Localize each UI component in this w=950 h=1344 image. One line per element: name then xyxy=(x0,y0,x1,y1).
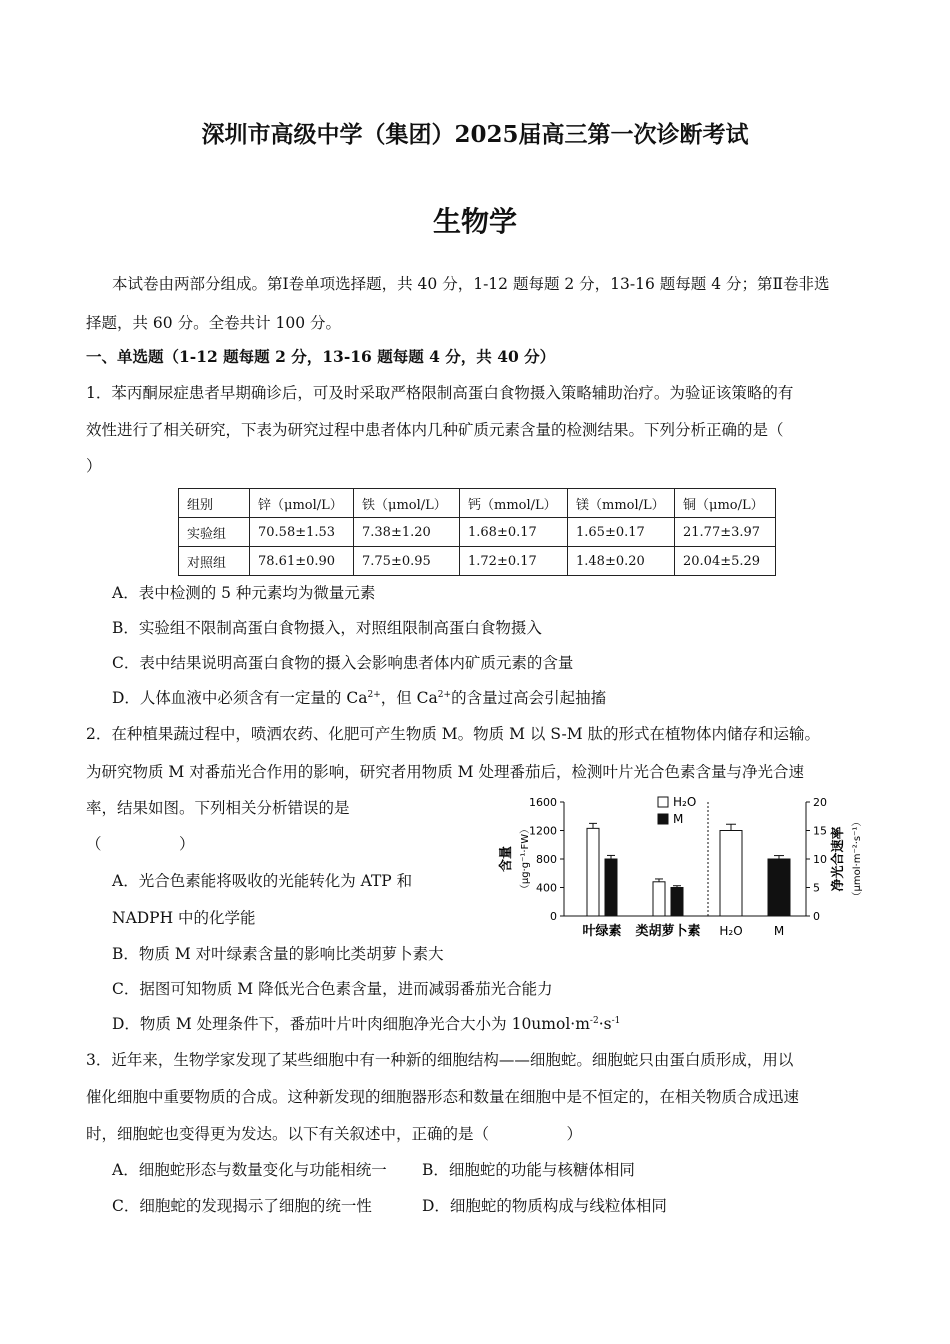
left-tick-label: 0 xyxy=(550,910,557,923)
table-row xyxy=(179,547,776,576)
table-cell: 70.58±1.53 xyxy=(250,518,354,547)
table-header-cell: 镁（mmol/L） xyxy=(568,489,675,518)
category-label: M xyxy=(773,924,785,938)
superscript: -1 xyxy=(611,1015,621,1026)
q1-line-2: 效性进行了相关研究，下表为研究过程中患者体内几种矿质元素含量的检测结果。下列分析正确的是（ xyxy=(86,421,784,439)
superscript: 2+ xyxy=(437,689,452,700)
table-cell: 1.68±0.17 xyxy=(460,518,568,547)
bar-black xyxy=(671,888,683,917)
table-row xyxy=(179,518,776,547)
category-label: 类胡萝卜素 xyxy=(635,924,701,939)
category-label: 叶绿素 xyxy=(582,924,622,939)
q2-option-d xyxy=(112,1014,620,1034)
table-cell: 20.04±5.29 xyxy=(675,547,776,576)
right-axis-unit: （μmol·m⁻²·s⁻¹） xyxy=(852,816,863,902)
bar-black xyxy=(605,859,617,916)
rate-bar xyxy=(720,831,742,917)
mineral-table xyxy=(178,488,776,576)
left-axis-label: 含量 xyxy=(499,845,514,873)
table-cell: 1.48±0.20 xyxy=(568,547,675,576)
q1-option-c: C．表中结果说明高蛋白食物的摄入会影响患者体内矿质元素的含量 xyxy=(112,654,574,672)
q2-option-a-line-2: NADPH 中的化学能 xyxy=(112,909,256,927)
right-tick-label: 15 xyxy=(813,824,827,838)
table-cell: 实验组 xyxy=(179,518,250,547)
q3-option-b: B．细胞蛇的功能与核糖体相同 xyxy=(422,1161,635,1179)
q1-option-d-text-3: 的含量过高会引起抽搐 xyxy=(451,689,607,707)
category-label: H₂O xyxy=(719,924,743,938)
legend-label: H₂O xyxy=(673,795,697,809)
table-header-cell: 锌（μmol/L） xyxy=(250,489,354,518)
superscript: -2 xyxy=(589,1015,599,1026)
q1-option-d-text-2: ，但 Ca xyxy=(380,689,438,707)
left-tick-label: 400 xyxy=(536,881,557,895)
q2-option-c: C．据图可知物质 M 降低光合色素含量，进而减弱番茄光合能力 xyxy=(112,980,553,998)
table-cell: 1.72±0.17 xyxy=(460,547,568,576)
q2-option-b: B．物质 M 对叶绿素含量的影响比类胡萝卜素大 xyxy=(112,945,444,963)
q1-option-d-text-1: D．人体血液中必须含有一定量的 Ca xyxy=(112,689,368,707)
q1-line-3: ） xyxy=(86,457,102,475)
right-tick-label: 20 xyxy=(813,796,827,809)
q3-option-d: D．细胞蛇的物质构成与线粒体相同 xyxy=(422,1197,667,1215)
table-header-cell: 钙（mmol/L） xyxy=(460,489,568,518)
photosynthesis-chart xyxy=(490,788,880,948)
right-axis-label: 净光合速率 xyxy=(831,826,846,892)
q3-option-c: C．细胞蛇的发现揭示了细胞的统一性 xyxy=(112,1197,372,1215)
right-tick-label: 5 xyxy=(813,881,820,895)
table-cell: 7.38±1.20 xyxy=(354,518,460,547)
legend-label: M xyxy=(673,812,684,826)
left-tick-label: 1200 xyxy=(529,824,557,838)
exam-title: 深圳市高级中学（集团）2025届高三第一次诊断考试 xyxy=(201,121,749,148)
q2-option-d-text-1: D．物质 M 处理条件下，番茄叶片叶肉细胞净光合大小为 10umol·m xyxy=(112,1015,590,1033)
q3-option-a: A．细胞蛇形态与数量变化与功能相统一 xyxy=(112,1161,387,1179)
bar-white xyxy=(587,828,599,916)
q1-option-b: B．实验组不限制高蛋白食物摄入，对照组限制高蛋白食物摄入 xyxy=(112,619,542,637)
q2-option-d-text-2: ·s xyxy=(598,1015,612,1033)
table-header-cell: 铁（μmol/L） xyxy=(354,489,460,518)
legend-swatch xyxy=(658,814,668,824)
q2-answer-paren: （ ） xyxy=(86,835,195,853)
q3-line-3: 时，细胞蛇也变得更为发达。以下有关叙述中，正确的是（ ） xyxy=(86,1125,583,1143)
q3-line-2: 催化细胞中重要物质的合成。这种新发现的细胞器形态和数量在细胞中是不恒定的，在相关物质合成迅速 xyxy=(86,1088,800,1106)
bar-white xyxy=(653,882,665,916)
legend-swatch xyxy=(658,797,668,807)
subject-title: 生物学 xyxy=(432,205,517,238)
section-heading: 一、单选题（1-12 题每题 2 分，13-16 题每题 4 分，共 40 分） xyxy=(86,347,556,366)
q2-line-2: 为研究物质 M 对番茄光合作用的影响，研究者用物质 M 处理番茄后，检测叶片光合色素含量与净光合速 xyxy=(86,763,804,781)
q2-option-a-line-1: A．光合色素能将吸收的光能转化为 ATP 和 xyxy=(112,872,413,890)
table-header-cell: 铜（μmo/L） xyxy=(675,489,776,518)
left-axis-unit: （μg·g⁻¹·FW） xyxy=(520,823,531,895)
superscript: 2+ xyxy=(367,689,381,700)
table-cell: 对照组 xyxy=(179,547,250,576)
left-tick-label: 1600 xyxy=(529,796,557,809)
q1-line-1: 1．苯丙酮尿症患者早期确诊后，可及时采取严格限制高蛋白食物摄入策略辅助治疗。为验证该策略的有 xyxy=(86,384,794,402)
intro-line-1: 本试卷由两部分组成。第Ⅰ卷单项选择题，共 40 分，1-12 题每题 2 分，13-16 题每题 4 分；第Ⅱ卷非选 xyxy=(112,275,830,293)
table-cell: 78.61±0.90 xyxy=(250,547,354,576)
right-tick-label: 0 xyxy=(813,910,820,923)
table-header-cell: 组别 xyxy=(179,489,250,518)
table-cell: 7.75±0.95 xyxy=(354,547,460,576)
rate-bar xyxy=(768,859,790,916)
q3-line-1: 3．近年来，生物学家发现了某些细胞中有一种新的细胞结构——细胞蛇。细胞蛇只由蛋白质形成，用以 xyxy=(86,1051,794,1069)
intro-line-2: 择题，共 60 分。全卷共计 100 分。 xyxy=(86,314,342,332)
q1-option-a: A．表中检测的 5 种元素均为微量元素 xyxy=(112,584,376,602)
right-tick-label: 10 xyxy=(813,853,827,866)
table-header-row xyxy=(179,489,776,518)
left-tick-label: 800 xyxy=(536,853,557,866)
table-cell: 1.65±0.17 xyxy=(568,518,675,547)
q2-line-3: 率，结果如图。下列相关分析错误的是 xyxy=(86,799,350,817)
table-cell: 21.77±3.97 xyxy=(675,518,776,547)
q2-line-1: 2．在种植果蔬过程中，喷洒农药、化肥可产生物质 M。物质 M 以 S-M 肽的形式在植物体内储存和运输。 xyxy=(86,725,821,743)
q1-option-d xyxy=(112,688,606,708)
